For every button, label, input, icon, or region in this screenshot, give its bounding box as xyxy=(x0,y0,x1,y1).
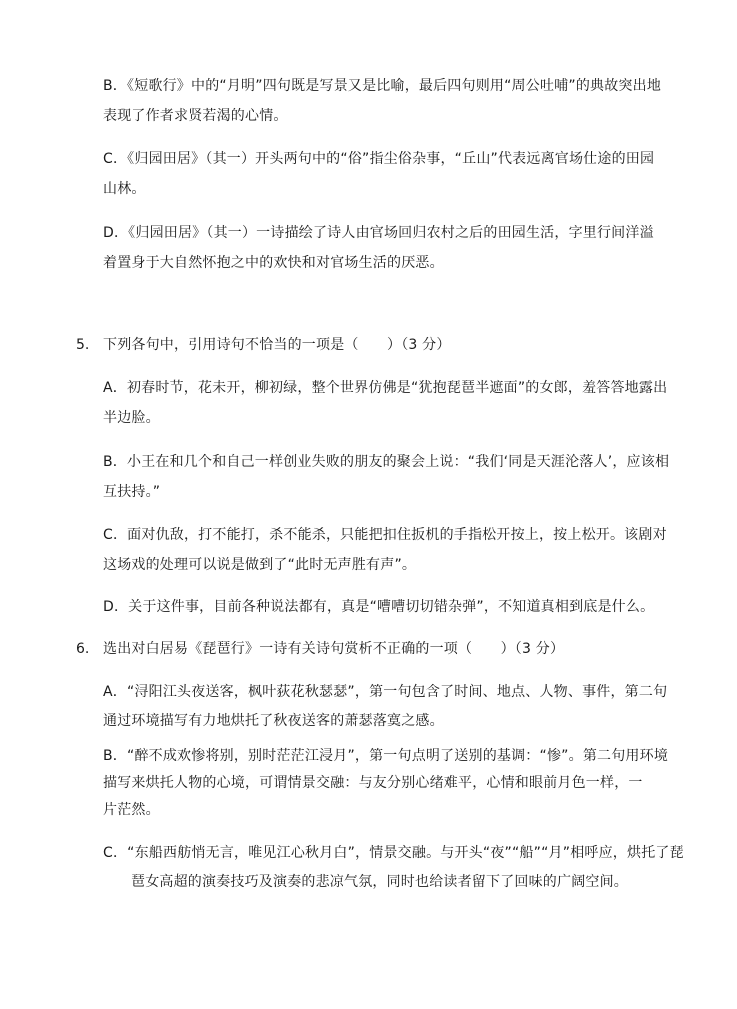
q6-option-c-line-2: 琶女高超的演奏技巧及演奏的悲凉气氛，同时也给读者留下了回味的广阔空间。 xyxy=(131,874,628,890)
question-5-stem: 下列各句中，引用诗句不恰当的一项是（ ）（3 分） xyxy=(103,337,451,353)
q5-option-b-line-1: B．小王在和几个和自己一样创业失败的朋友的聚会上说：“我们‘同是天涯沦落人’，应该相 xyxy=(103,454,670,470)
q4-option-c-line-1: C．《归园田居》（其一）开头两句中的“俗”指尘俗杂事，“丘山”代表远离官场仕途的田园 xyxy=(103,151,655,167)
q5-option-c-line-2: 这场戏的处理可以说是做到了“此时无声胜有声”。 xyxy=(103,557,417,573)
question-6-number: 6. xyxy=(76,641,90,657)
q5-option-c-line-1: C．面对仇敌，打不能打，杀不能杀，只能把扣住扳机的手指松开按上，按上松开。该剧对 xyxy=(103,527,667,543)
q4-option-d-line-2: 着置身于大自然怀抱之中的欢快和对官场生活的厌恶。 xyxy=(103,255,444,271)
q6-option-b-line-1: B．“醉不成欢惨将别，别时茫茫江浸月”，第一句点明了送别的基调：“惨”。第二句用环境 xyxy=(103,748,669,764)
q5-option-a-line-1: A．初春时节，花未开，柳初绿，整个世界仿佛是“犹抱琵琶半遮面”的女郎，羞答答地露出 xyxy=(103,380,668,396)
q6-option-a-line-1: A．“浔阳江头夜送客，枫叶荻花秋瑟瑟”，第一句包含了时间、地点、人物、事件，第二句 xyxy=(103,684,668,700)
q4-option-c-line-2: 山林。 xyxy=(103,181,146,197)
q6-option-b-line-3: 片茫然。 xyxy=(103,802,160,818)
q4-option-b-line-1: B．《短歌行》中的“月明”四句既是写景又是比喻，最后四句则用“周公吐哺”的典故突出地 xyxy=(103,78,662,94)
q6-option-a-line-2: 通过环境描写有力地烘托了秋夜送客的萧瑟落寞之感。 xyxy=(103,713,444,729)
question-5-number: 5. xyxy=(76,337,90,353)
q5-option-b-line-2: 互扶持。” xyxy=(103,484,161,500)
q5-option-d-line-1: D．关于这件事，目前各种说法都有，真是“嘈嘈切切错杂弹”，不知道真相到底是什么。 xyxy=(103,599,655,615)
q4-option-d-line-1: D．《归园田居》（其一）一诗描绘了诗人由官场回归农村之后的田园生活，字里行间洋溢 xyxy=(103,225,654,241)
q6-option-b-line-2: 描写来烘托人物的心境，可谓情景交融：与友分别心绪难平，心情和眼前月色一样，一 xyxy=(103,775,643,791)
q6-option-c-line-1: C．“东船西舫悄无言，唯见江心秋月白”，情景交融。与开头“夜”“船”“月”相呼应，烘托了琵 xyxy=(103,845,684,861)
q4-option-b-line-2: 表现了作者求贤若渴的心情。 xyxy=(103,108,288,124)
q5-option-a-line-2: 半边脸。 xyxy=(103,410,160,426)
question-6-stem: 选出对白居易《琵琶行》一诗有关诗句赏析不正确的一项（ ）（3 分） xyxy=(103,641,565,657)
